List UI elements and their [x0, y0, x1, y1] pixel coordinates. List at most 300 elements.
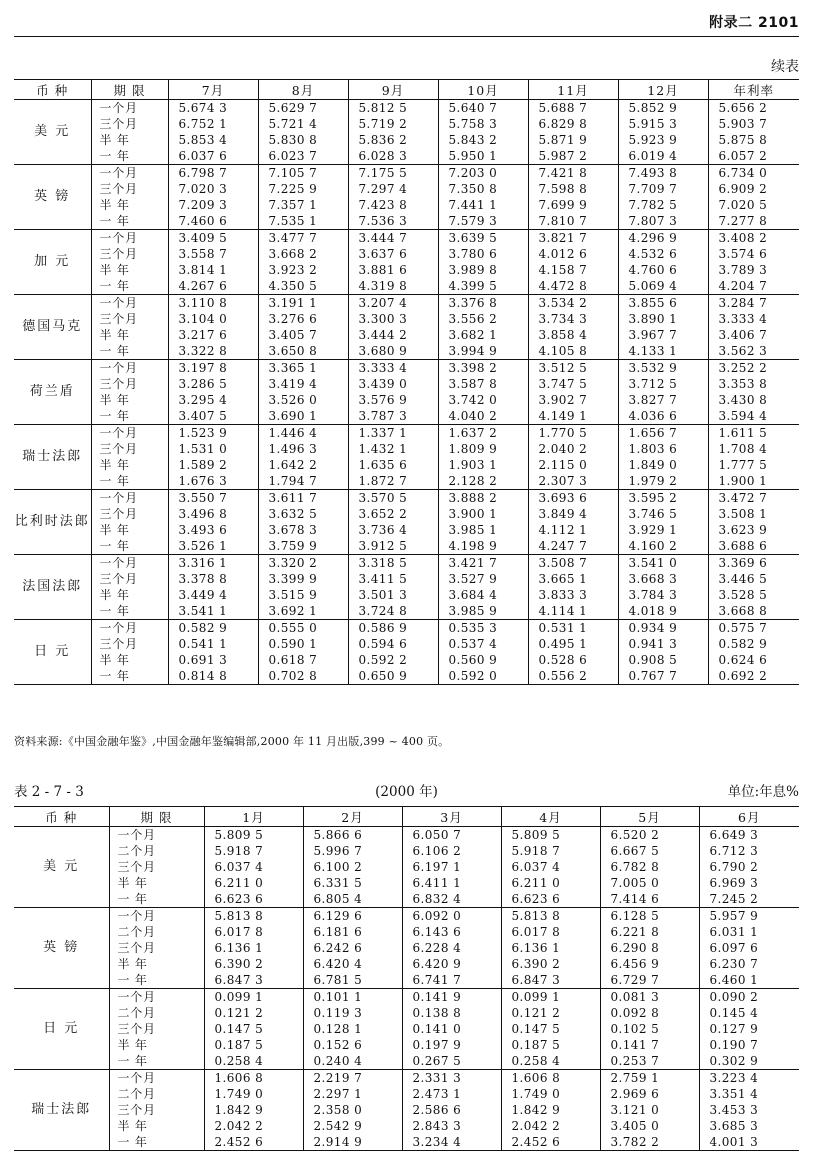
rate-cell: 3.322 8	[168, 343, 258, 360]
column-header: 9月	[348, 80, 438, 100]
rate-cell: 6.969 3	[699, 875, 799, 891]
rate-cell: 3.477 7	[258, 230, 348, 247]
rate-cell: 6.712 3	[699, 843, 799, 859]
period-cell: 一个月	[91, 295, 168, 312]
rate-cell: 6.790 2	[699, 859, 799, 875]
rate-cell: 3.789 3	[708, 262, 799, 278]
period-cell: 半 年	[109, 1118, 204, 1134]
rate-cell: 1.531 0	[168, 441, 258, 457]
rate-cell: 3.685 3	[699, 1118, 799, 1134]
rate-cell: 0.692 2	[708, 668, 799, 685]
rate-cell: 0.594 6	[348, 636, 438, 652]
rate-cell: 2.042 2	[501, 1118, 600, 1134]
rate-cell: 3.406 7	[708, 327, 799, 343]
rate-cell: 3.985 9	[438, 603, 528, 620]
rate-cell: 3.888 2	[438, 490, 528, 507]
period-cell: 一个月	[91, 360, 168, 377]
rate-cell: 6.781 5	[303, 972, 402, 989]
rate-cell: 3.453 3	[699, 1102, 799, 1118]
table-row	[14, 213, 799, 230]
rate-cell: 4.319 8	[348, 278, 438, 295]
rate-cell: 6.832 4	[402, 891, 501, 908]
period-cell: 一 年	[91, 343, 168, 360]
rate-cell: 5.875 8	[708, 132, 799, 148]
rate-cell: 3.532 9	[618, 360, 708, 377]
rate-cell: 4.001 3	[699, 1134, 799, 1151]
table-row	[14, 327, 799, 343]
rate-cell: 0.147 5	[204, 1021, 303, 1037]
period-cell: 半 年	[109, 956, 204, 972]
rate-cell: 2.914 9	[303, 1134, 402, 1151]
currency-cell: 美 元	[34, 124, 71, 139]
rate-cell: 0.767 7	[618, 668, 708, 685]
column-header: 10月	[438, 80, 528, 100]
rate-cell: 7.782 5	[618, 197, 708, 213]
rate-cell: 3.527 9	[438, 571, 528, 587]
rate-cell: 5.836 2	[348, 132, 438, 148]
rate-cell: 3.284 7	[708, 295, 799, 312]
rate-cell: 3.780 6	[438, 246, 528, 262]
rate-cell: 6.331 5	[303, 875, 402, 891]
rate-cell: 3.849 4	[528, 506, 618, 522]
period-cell: 一 年	[109, 1053, 204, 1070]
rate-cell: 3.333 4	[708, 311, 799, 327]
rate-cell: 6.057 2	[708, 148, 799, 165]
rate-cell: 3.747 5	[528, 376, 618, 392]
period-cell: 一 年	[91, 408, 168, 425]
rate-cell: 3.562 3	[708, 343, 799, 360]
table-row	[14, 132, 799, 148]
rate-cell: 0.101 1	[303, 989, 402, 1006]
rate-cell: 6.623 6	[501, 891, 600, 908]
rate-cell: 1.749 0	[204, 1086, 303, 1102]
rate-cell: 1.842 9	[501, 1102, 600, 1118]
rate-cell: 6.729 7	[600, 972, 699, 989]
rate-cell: 6.829 8	[528, 116, 618, 132]
rate-cell: 3.207 4	[348, 295, 438, 312]
rate-cell: 6.037 4	[204, 859, 303, 875]
rate-cell: 7.423 8	[348, 197, 438, 213]
rate-cell: 7.005 0	[600, 875, 699, 891]
rate-cell: 3.692 1	[258, 603, 348, 620]
rate-cell: 6.411 1	[402, 875, 501, 891]
table-row	[14, 1134, 799, 1151]
rate-cell: 0.190 7	[699, 1037, 799, 1053]
rate-cell: 3.526 0	[258, 392, 348, 408]
rate-cell: 0.090 2	[699, 989, 799, 1006]
rate-cell: 3.541 1	[168, 603, 258, 620]
continued-label: 续表	[771, 59, 799, 75]
rate-cell: 2.843 3	[402, 1118, 501, 1134]
rate-cell: 7.245 2	[699, 891, 799, 908]
rate-cell: 5.918 7	[501, 843, 600, 859]
rate-cell: 1.872 7	[348, 473, 438, 490]
rate-cell: 7.535 1	[258, 213, 348, 230]
table-row	[14, 1086, 799, 1102]
rate-cell: 0.618 7	[258, 652, 348, 668]
table-row	[14, 116, 799, 132]
rate-cell: 6.390 2	[204, 956, 303, 972]
rate-cell: 3.680 9	[348, 343, 438, 360]
period-cell: 半 年	[91, 652, 168, 668]
table-row	[14, 956, 799, 972]
rate-cell: 3.534 2	[528, 295, 618, 312]
rate-cell: 3.821 7	[528, 230, 618, 247]
table-row	[14, 827, 799, 844]
table-row	[14, 441, 799, 457]
column-header: 期 限	[91, 80, 168, 100]
rate-cell: 1.635 6	[348, 457, 438, 473]
rate-cell: 6.752 1	[168, 116, 258, 132]
rate-cell: 3.541 0	[618, 555, 708, 572]
rate-cell: 4.760 6	[618, 262, 708, 278]
period-cell: 一个月	[109, 827, 204, 844]
rate-cell: 3.858 4	[528, 327, 618, 343]
rate-cell: 3.318 5	[348, 555, 438, 572]
rate-cell: 3.369 6	[708, 555, 799, 572]
rate-cell: 3.650 8	[258, 343, 348, 360]
table-row	[14, 924, 799, 940]
period-cell: 一 年	[91, 668, 168, 685]
rate-cell: 3.639 5	[438, 230, 528, 247]
rate-cell: 0.099 1	[501, 989, 600, 1006]
rate-cell: 6.028 3	[348, 148, 438, 165]
table-row	[14, 473, 799, 490]
rate-cell: 3.501 3	[348, 587, 438, 603]
rate-cell: 6.456 9	[600, 956, 699, 972]
rate-cell: 0.187 5	[501, 1037, 600, 1053]
rate-cell: 3.316 1	[168, 555, 258, 572]
period-cell: 一个月	[91, 230, 168, 247]
rate-cell: 0.092 8	[600, 1005, 699, 1021]
rate-cell: 2.128 2	[438, 473, 528, 490]
rate-cell: 2.358 0	[303, 1102, 402, 1118]
rate-cell: 4.133 1	[618, 343, 708, 360]
rate-cell: 2.452 6	[501, 1134, 600, 1151]
rate-cell: 3.712 5	[618, 376, 708, 392]
period-cell: 一个月	[91, 555, 168, 572]
rate-cell: 6.420 9	[402, 956, 501, 972]
period-cell: 一 年	[109, 972, 204, 989]
rate-cell: 3.682 1	[438, 327, 528, 343]
rate-cell: 3.890 1	[618, 311, 708, 327]
table-row	[14, 425, 799, 442]
rate-cell: 5.674 3	[168, 100, 258, 117]
table-row	[14, 392, 799, 408]
period-cell: 一 年	[91, 473, 168, 490]
rate-cell: 3.295 4	[168, 392, 258, 408]
rate-cell: 6.031 1	[699, 924, 799, 940]
table-row	[14, 859, 799, 875]
column-header: 8月	[258, 80, 348, 100]
rate-cell: 1.589 2	[168, 457, 258, 473]
rate-cell: 5.719 2	[348, 116, 438, 132]
rate-cell: 6.230 7	[699, 956, 799, 972]
rate-cell: 6.092 0	[402, 908, 501, 925]
rate-cell: 7.357 1	[258, 197, 348, 213]
rate-cell: 0.138 8	[402, 1005, 501, 1021]
rate-cell: 6.106 2	[402, 843, 501, 859]
table-label: 表 2 - 7 - 3	[14, 784, 84, 800]
period-cell: 半 年	[91, 132, 168, 148]
rate-cell: 0.128 1	[303, 1021, 402, 1037]
rate-cell: 3.678 3	[258, 522, 348, 538]
period-cell: 一个月	[91, 425, 168, 442]
rate-cell: 0.127 9	[699, 1021, 799, 1037]
rate-cell: 3.407 5	[168, 408, 258, 425]
rate-cell: 6.136 1	[204, 940, 303, 956]
rate-cell: 3.900 1	[438, 506, 528, 522]
rate-cell: 3.690 1	[258, 408, 348, 425]
period-cell: 一个月	[91, 165, 168, 182]
table-row	[14, 148, 799, 165]
rate-cell: 6.805 4	[303, 891, 402, 908]
currency-cell: 荷兰盾	[14, 360, 91, 425]
rate-cell: 5.923 9	[618, 132, 708, 148]
rate-cell: 7.350 8	[438, 181, 528, 197]
column-header: 2月	[303, 807, 402, 827]
rate-cell: 3.197 8	[168, 360, 258, 377]
rate-cell: 3.668 8	[708, 603, 799, 620]
period-cell: 三个月	[109, 940, 204, 956]
rate-cell: 6.798 7	[168, 165, 258, 182]
rate-cell: 6.128 5	[600, 908, 699, 925]
period-cell: 三个月	[109, 1102, 204, 1118]
table-row	[14, 989, 799, 1006]
rate-cell: 5.987 2	[528, 148, 618, 165]
rate-cell: 3.515 9	[258, 587, 348, 603]
rate-cell: 3.558 7	[168, 246, 258, 262]
rate-cell: 5.813 8	[204, 908, 303, 925]
rate-cell: 7.297 4	[348, 181, 438, 197]
rate-cell: 0.592 0	[438, 668, 528, 685]
rate-cell: 3.419 4	[258, 376, 348, 392]
table-row	[14, 100, 799, 117]
rate-cell: 3.652 2	[348, 506, 438, 522]
rate-cell: 3.430 8	[708, 392, 799, 408]
rate-cell: 6.623 6	[204, 891, 303, 908]
rate-cell: 3.398 2	[438, 360, 528, 377]
period-cell: 半 年	[91, 392, 168, 408]
rate-cell: 5.996 7	[303, 843, 402, 859]
rate-cell: 3.759 9	[258, 538, 348, 555]
rate-cell: 6.037 6	[168, 148, 258, 165]
rate-cell: 3.444 2	[348, 327, 438, 343]
rate-cell: 1.770 5	[528, 425, 618, 442]
rate-cell: 3.378 8	[168, 571, 258, 587]
rate-cell: 5.903 7	[708, 116, 799, 132]
rate-cell: 0.119 3	[303, 1005, 402, 1021]
rate-cell: 7.209 3	[168, 197, 258, 213]
table-row	[14, 603, 799, 620]
rate-cell: 0.302 9	[699, 1053, 799, 1070]
rate-cell: 1.446 4	[258, 425, 348, 442]
rate-cell: 6.143 6	[402, 924, 501, 940]
period-cell: 一 年	[91, 213, 168, 230]
rate-cell: 6.390 2	[501, 956, 600, 972]
period-cell: 三个月	[91, 636, 168, 652]
rate-cell: 3.405 7	[258, 327, 348, 343]
rate-cell: 2.473 1	[402, 1086, 501, 1102]
table-row	[14, 1021, 799, 1037]
rate-cell: 3.912 5	[348, 538, 438, 555]
rate-cell: 7.598 8	[528, 181, 618, 197]
rate-cell: 0.147 5	[501, 1021, 600, 1037]
rate-cell: 3.444 7	[348, 230, 438, 247]
rate-cell: 2.586 6	[402, 1102, 501, 1118]
rate-cell: 3.902 7	[528, 392, 618, 408]
rate-cell: 3.365 1	[258, 360, 348, 377]
rate-cell: 0.908 5	[618, 652, 708, 668]
source-note: 资料来源:《中国金融年鉴》,中国金融年鉴编辑部,2000 年 11 月出版,399 ~ 400 页。	[14, 735, 450, 748]
rate-cell: 4.247 7	[528, 538, 618, 555]
rate-cell: 5.809 5	[204, 827, 303, 844]
rate-cell: 0.814 8	[168, 668, 258, 685]
rate-cell: 5.069 4	[618, 278, 708, 295]
rate-cell: 3.439 0	[348, 376, 438, 392]
currency-cell: 美 元	[43, 859, 80, 874]
table-row	[14, 408, 799, 425]
rate-cell: 0.258 4	[501, 1053, 600, 1070]
column-header: 12月	[618, 80, 708, 100]
rate-cell: 0.702 8	[258, 668, 348, 685]
rate-cell: 5.809 5	[501, 827, 600, 844]
rate-cell: 3.787 3	[348, 408, 438, 425]
rate-cell: 0.240 4	[303, 1053, 402, 1070]
rate-cell: 3.623 9	[708, 522, 799, 538]
column-header: 3月	[402, 807, 501, 827]
table-row	[14, 843, 799, 859]
rate-cell: 3.782 2	[600, 1134, 699, 1151]
rate-cell: 3.576 9	[348, 392, 438, 408]
rate-cell: 0.592 2	[348, 652, 438, 668]
rate-cell: 3.742 0	[438, 392, 528, 408]
rate-cell: 7.810 7	[528, 213, 618, 230]
rate-cell: 3.252 2	[708, 360, 799, 377]
rate-cell: 0.541 1	[168, 636, 258, 652]
rate-cell: 0.495 1	[528, 636, 618, 652]
table-row	[14, 972, 799, 989]
rate-cell: 2.115 0	[528, 457, 618, 473]
rate-cell: 3.493 6	[168, 522, 258, 538]
rate-cell: 7.421 8	[528, 165, 618, 182]
rate-cell: 5.640 7	[438, 100, 528, 117]
rate-cell: 3.994 9	[438, 343, 528, 360]
column-header: 7月	[168, 80, 258, 100]
table-row	[14, 571, 799, 587]
rate-cell: 3.684 4	[438, 587, 528, 603]
period-cell: 一个月	[91, 490, 168, 507]
table-row	[14, 1102, 799, 1118]
column-header: 币 种	[14, 807, 109, 827]
rate-cell: 0.102 5	[600, 1021, 699, 1037]
rate-cell: 4.160 2	[618, 538, 708, 555]
rate-cell: 3.632 5	[258, 506, 348, 522]
rate-cell: 5.812 5	[348, 100, 438, 117]
rate-cell: 3.351 4	[699, 1086, 799, 1102]
table-row	[14, 506, 799, 522]
rate-cell: 4.532 6	[618, 246, 708, 262]
table-row	[14, 311, 799, 327]
table-row	[14, 1118, 799, 1134]
rate-cell: 6.847 3	[204, 972, 303, 989]
interest-rate-table-2000	[14, 806, 799, 1151]
rate-cell: 0.141 9	[402, 989, 501, 1006]
rate-cell: 4.018 9	[618, 603, 708, 620]
rate-cell: 3.320 2	[258, 555, 348, 572]
rate-cell: 6.520 2	[600, 827, 699, 844]
rate-cell: 6.847 3	[501, 972, 600, 989]
rate-cell: 0.099 1	[204, 989, 303, 1006]
rate-cell: 1.849 0	[618, 457, 708, 473]
rate-cell: 3.736 4	[348, 522, 438, 538]
rate-cell: 3.191 1	[258, 295, 348, 312]
rate-cell: 6.136 1	[501, 940, 600, 956]
rate-cell: 3.668 3	[618, 571, 708, 587]
table-row	[14, 360, 799, 377]
rate-cell: 5.957 9	[699, 908, 799, 925]
period-cell: 二个月	[109, 1005, 204, 1021]
rate-cell: 6.211 0	[204, 875, 303, 891]
rate-cell: 2.331 3	[402, 1070, 501, 1087]
table-row	[14, 278, 799, 295]
table-year: (2000 年)	[375, 784, 438, 800]
rate-cell: 0.582 9	[168, 620, 258, 637]
rate-cell: 0.267 5	[402, 1053, 501, 1070]
rate-cell: 6.197 1	[402, 859, 501, 875]
rate-cell: 3.472 7	[708, 490, 799, 507]
rate-cell: 3.724 8	[348, 603, 438, 620]
table-unit: 单位:年息%	[727, 784, 799, 800]
rate-cell: 7.020 3	[168, 181, 258, 197]
rate-cell: 6.420 4	[303, 956, 402, 972]
period-cell: 一 年	[91, 148, 168, 165]
rate-cell: 1.606 8	[204, 1070, 303, 1087]
rate-cell: 0.528 6	[528, 652, 618, 668]
rate-cell: 2.307 3	[528, 473, 618, 490]
table-row	[14, 1070, 799, 1087]
rate-cell: 3.855 6	[618, 295, 708, 312]
rate-cell: 3.376 8	[438, 295, 528, 312]
rate-cell: 3.508 7	[528, 555, 618, 572]
rate-cell: 3.526 1	[168, 538, 258, 555]
period-cell: 半 年	[91, 522, 168, 538]
rate-cell: 3.929 1	[618, 522, 708, 538]
table-row	[14, 522, 799, 538]
rate-cell: 1.523 9	[168, 425, 258, 442]
rate-cell: 3.421 7	[438, 555, 528, 572]
rate-cell: 6.129 6	[303, 908, 402, 925]
rate-cell: 1.496 3	[258, 441, 348, 457]
table-row	[14, 181, 799, 197]
rate-cell: 6.037 4	[501, 859, 600, 875]
rate-cell: 0.145 4	[699, 1005, 799, 1021]
period-cell: 三个月	[109, 1021, 204, 1037]
column-header: 币 种	[14, 80, 91, 100]
rate-cell: 3.496 8	[168, 506, 258, 522]
column-header: 11月	[528, 80, 618, 100]
rate-cell: 3.223 4	[699, 1070, 799, 1087]
rate-cell: 3.405 0	[600, 1118, 699, 1134]
rate-cell: 4.040 2	[438, 408, 528, 425]
rate-cell: 6.667 5	[600, 843, 699, 859]
rate-cell: 4.296 9	[618, 230, 708, 247]
table-caption	[14, 780, 799, 798]
table-row	[14, 652, 799, 668]
rate-cell: 5.721 4	[258, 116, 348, 132]
rate-cell: 4.350 5	[258, 278, 348, 295]
period-cell: 一个月	[109, 989, 204, 1006]
